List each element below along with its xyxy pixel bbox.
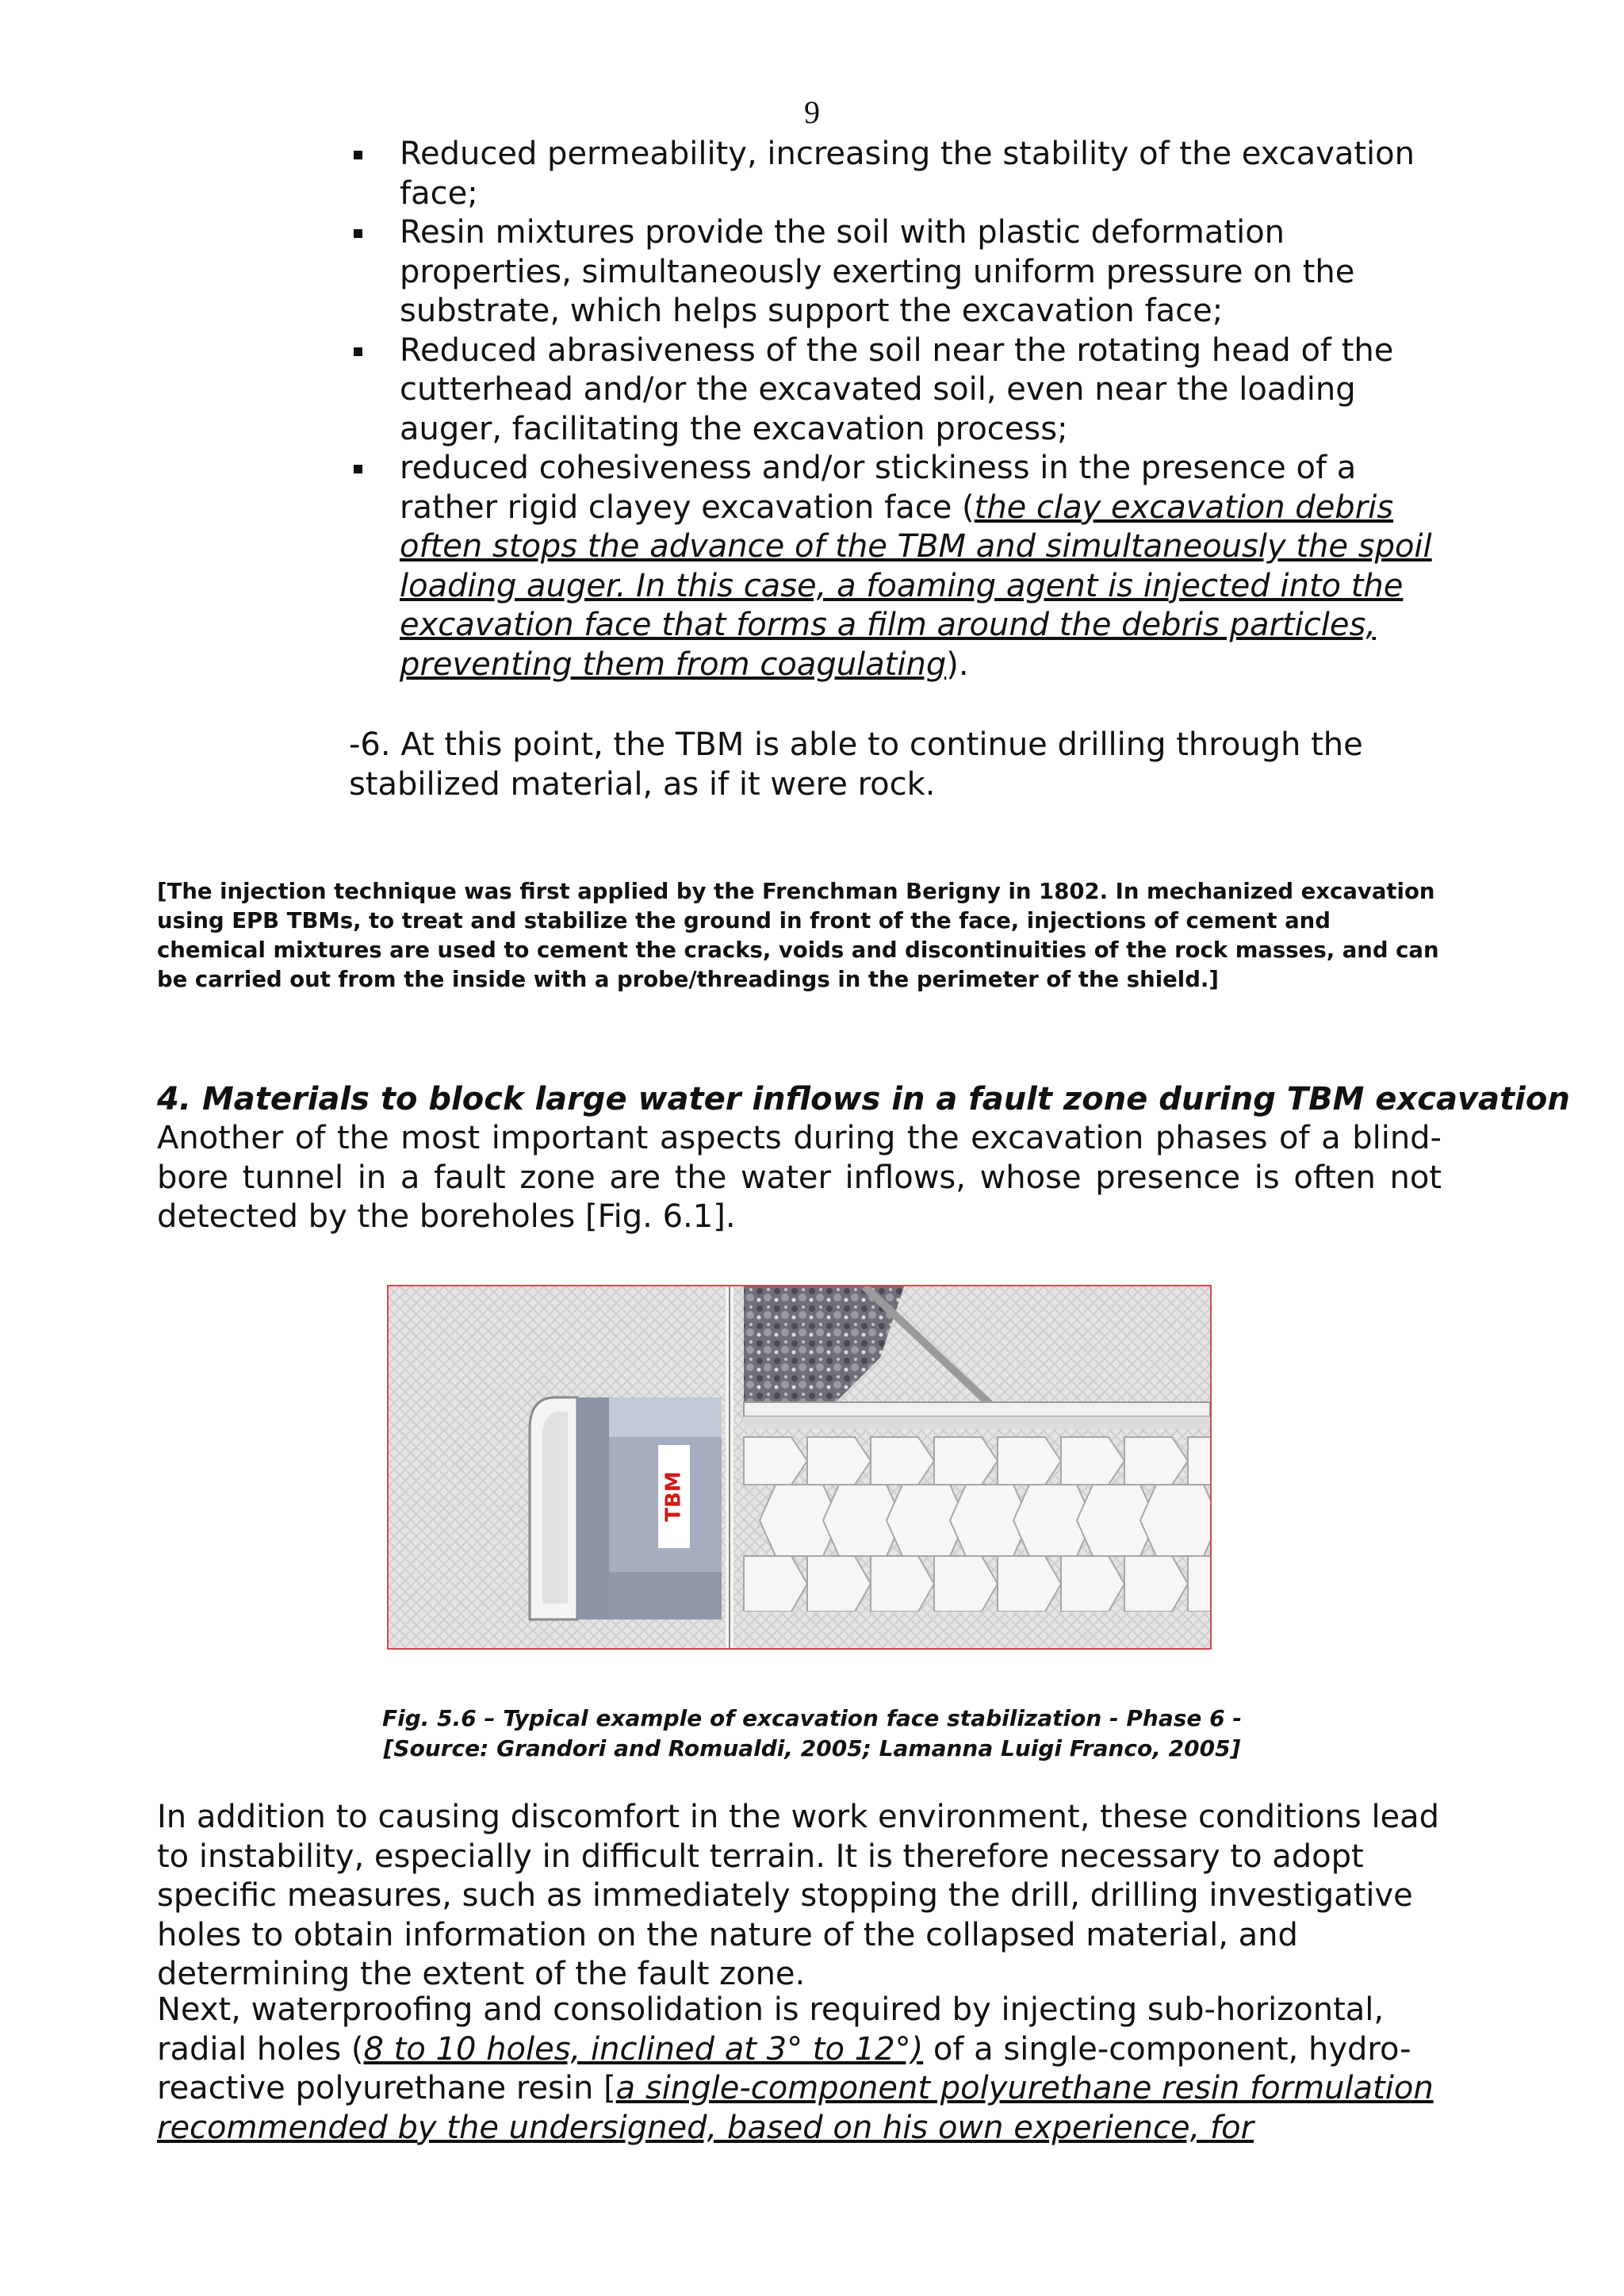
injection-note: [The injection technique was first applied by the Frenchman Berigny in 1802. In mechanized excavation using EPB TBMs, to treat and stabilize the ground in front of the face, injections of cement and chemical mixtures are used to cement the cracks, voids and discontinuities of the rock masses, and can be carried out from the inside with a probe/threadings in the perimeter of the shield.]: [157, 879, 1439, 992]
section-heading: 4. Materials to block large water inflows in a fault zone during TBM excavation: [157, 1081, 1570, 1117]
section-intro-paragraph: Another of the most important aspects during the excavation phases of a blind-bore tunnel in a fault zone are the water inflows, whose presence is often not detected by the boreholes [Fig. 6.1].: [157, 1120, 1442, 1235]
bullet-text: Reduced permeability, increasing the stability of the excavation face;: [400, 136, 1415, 212]
bullet-item: [349, 449, 1459, 684]
bullet-item: [349, 332, 1459, 450]
waterproofing-paragraph: [157, 1991, 1442, 2148]
tbm-label: TBM: [661, 1471, 686, 1522]
bullet-text: Reduced abrasiveness of the soil near the rotating head of the cutterhead and/or the excavated soil, even near the loading auger, facilitating the excavation process;: [400, 332, 1394, 447]
tbm-face-stabilization-figure: [387, 1285, 1212, 1650]
figure-caption-line-2: [Source: Grandori and Romualdi, 2005; Lamanna Luigi Franco, 2005]: [383, 1735, 1241, 1761]
benefits-bullet-list: [349, 135, 1459, 684]
bullet-underlined-text: the clay excavation debris often stops the advance of the TBM and simultaneously the spoil loading auger. In this case, a foaming agent is injected into the excavation face that forms a film around the debris particles, preventing them from coagulating: [400, 489, 1432, 683]
figure-caption: [0, 1704, 1624, 1764]
bullet-item: [349, 135, 1459, 213]
bullet-text: Resin mixtures provide the soil with plastic deformation properties, simultaneously exerting uniform pressure on the substrate, which helps support the excavation face;: [400, 214, 1355, 329]
bullet-item: [349, 213, 1459, 332]
waterproofing-text-2: of a single-component, hydro-reactive polyurethane resin [: [157, 2030, 1411, 2106]
hex-lining: [744, 1437, 1210, 1612]
figure-caption-line-1: Fig. 5.6 – Typical example of excavation face stabilization - Phase 6 -: [382, 1705, 1242, 1731]
step-6-paragraph: -6. At this point, the TBM is able to continue drilling through the stabilized material, as if it were rock.: [349, 726, 1363, 803]
waterproofing-text-1: Next, waterproofing and consolidation is required by injecting sub-horizontal, radial holes (: [157, 1991, 1385, 2068]
holes-underlined-text: 8 to 10 holes, inclined at 3° to 12°): [363, 2030, 924, 2068]
resin-underlined-text: a single-component polyurethane resin formulation recommended by the undersigned, based on his own experience, for: [157, 2070, 1434, 2146]
bullet-text: reduced cohesiveness and/or stickiness in the presence of a rather rigid clayey excavation face (: [400, 450, 1357, 526]
bullet-text-end: ).: [946, 646, 969, 683]
page-number: 9: [804, 94, 820, 130]
tbm-shield: [530, 1397, 722, 1619]
tbm-diagram: [389, 1286, 1210, 1648]
instability-paragraph: In addition to causing discomfort in the work environment, these conditions lead to instability, especially in difficult terrain. It is therefore necessary to adopt specific measures, such as immediately stopping the drill, drilling investigative holes to obtain information on the nature of the collapsed material, and determining the extent of the fault zone.: [157, 1799, 1440, 1992]
